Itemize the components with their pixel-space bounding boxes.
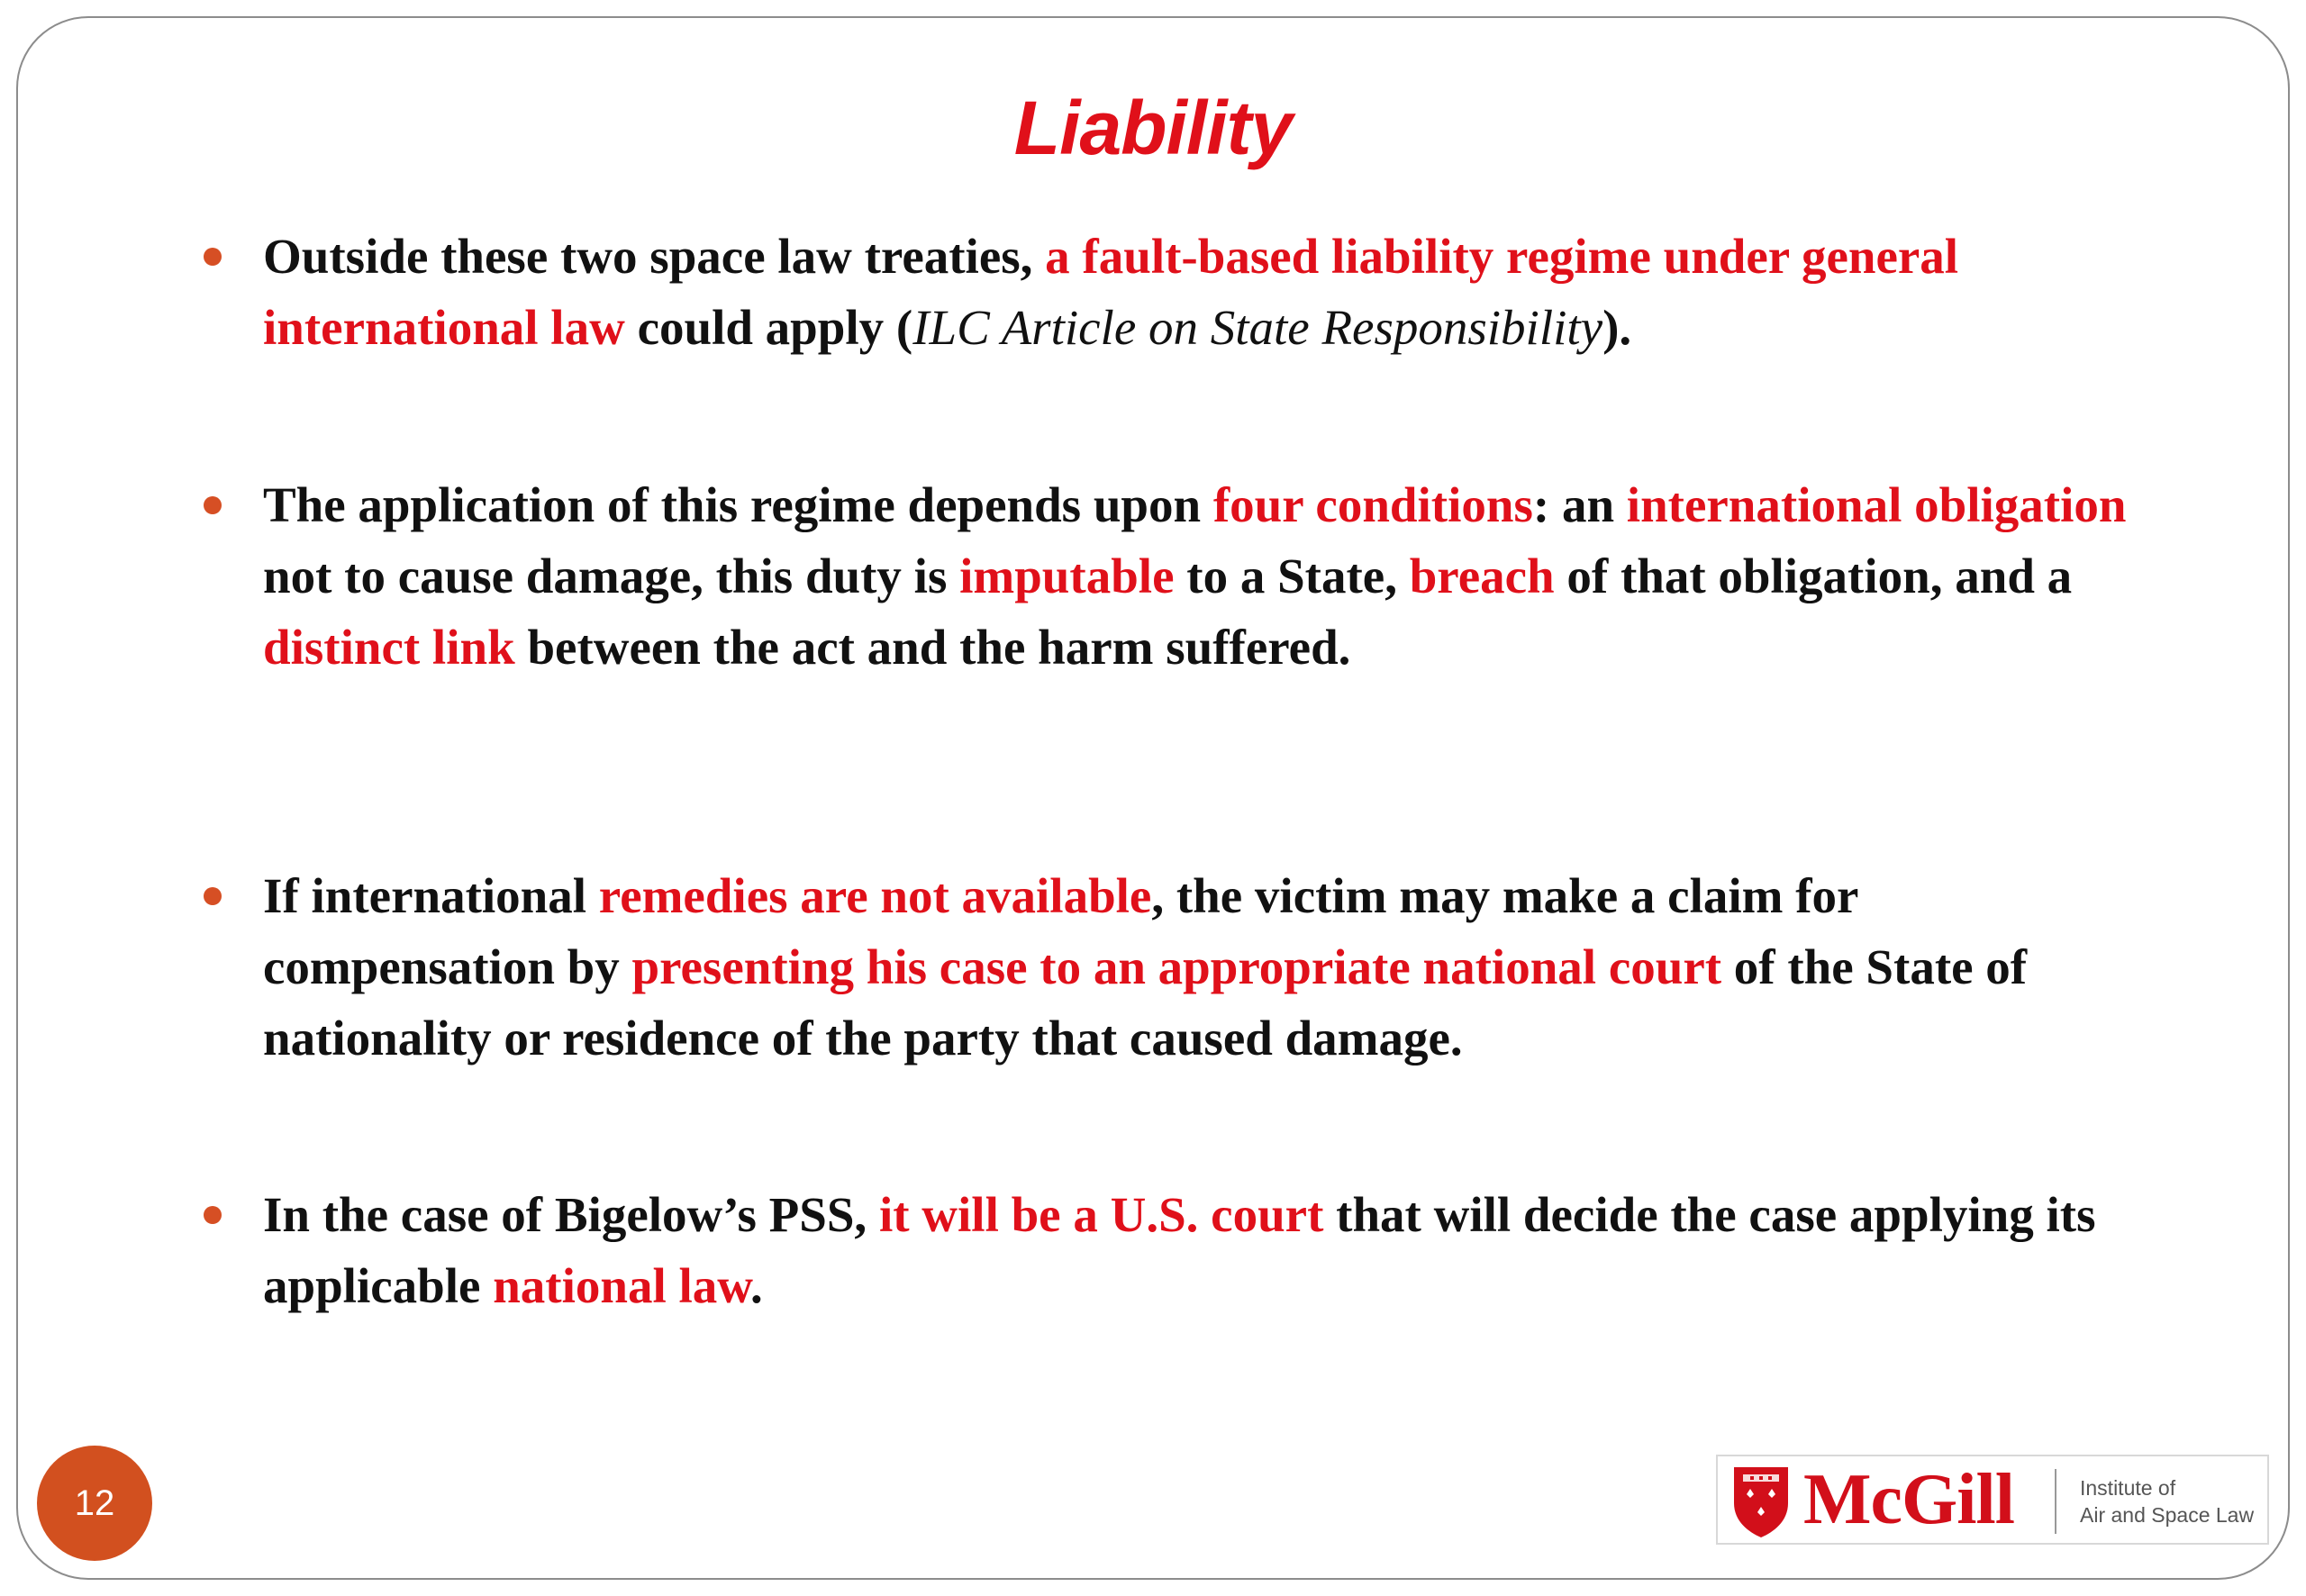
text-segment: not to cause damage, this duty is	[263, 549, 960, 603]
mcgill-logo	[1716, 1455, 2269, 1545]
bullet-dot-icon	[204, 887, 222, 905]
page-number-badge: 12	[37, 1446, 152, 1561]
mcgill-crest-icon	[1730, 1464, 1792, 1539]
institute-line-2: Air and Space Law	[2080, 1503, 2255, 1527]
text-segment: of that obligation, and a	[1554, 549, 2073, 603]
bullet-item-1	[263, 221, 2137, 363]
highlighted-phrase: imputable	[959, 549, 1175, 603]
bullet-item-3	[263, 860, 2137, 1074]
bullet-dot-icon	[204, 496, 222, 514]
text-segment: In the case of Bigelow’s PSS,	[263, 1187, 879, 1242]
text-segment: of the State of nationality or residence of the party that caused damage.	[263, 939, 2028, 1066]
bullet-text	[263, 477, 2126, 675]
text-segment: between the act and the harm suffered.	[514, 620, 1351, 675]
institute-line-1: Institute of	[2080, 1476, 2176, 1500]
text-segment: If international	[263, 868, 599, 923]
text-segment: .	[749, 1258, 763, 1313]
bullet-dot-icon	[204, 1206, 222, 1224]
highlighted-phrase: breach	[1409, 549, 1555, 603]
mcgill-wordmark: McGill	[1803, 1460, 2014, 1539]
highlighted-phrase: it will be a U.S. court	[878, 1187, 1324, 1242]
text-segment: to a State,	[1174, 549, 1410, 603]
institute-name	[2080, 1474, 2265, 1528]
bullet-text	[263, 1187, 2095, 1313]
text-segment: that will decide the case applying its applicable	[263, 1187, 2096, 1313]
bullet-item-4	[263, 1179, 2137, 1321]
bullet-text	[263, 868, 2027, 1066]
bullet-dot-icon	[204, 248, 222, 266]
highlighted-phrase: four conditions	[1212, 477, 1533, 532]
text-segment: could apply (	[624, 300, 913, 355]
slide-title: Liability	[1013, 86, 1293, 170]
highlighted-phrase: a fault-based liability regime under general international law	[263, 229, 1959, 355]
text-segment: Outside these two space law treaties,	[263, 229, 1046, 284]
highlighted-phrase: presenting his case to an appropriate national court	[631, 939, 1722, 994]
bullet-item-2	[263, 469, 2137, 683]
highlighted-phrase: national law	[493, 1258, 750, 1313]
bullet-text	[263, 229, 1958, 355]
logo-divider	[2055, 1469, 2056, 1534]
italic-phrase: ILC Article on State Responsibility	[912, 300, 1603, 355]
highlighted-phrase: distinct link	[263, 620, 515, 675]
text-segment: The application of this regime depends upon	[263, 477, 1213, 532]
highlighted-phrase: international obligation	[1626, 477, 2127, 532]
text-segment: , the victim may make a claim for compensation by	[263, 868, 1858, 994]
text-segment: : an	[1532, 477, 1627, 532]
highlighted-phrase: remedies are not available	[598, 868, 1152, 923]
text-segment: ).	[1602, 300, 1632, 355]
